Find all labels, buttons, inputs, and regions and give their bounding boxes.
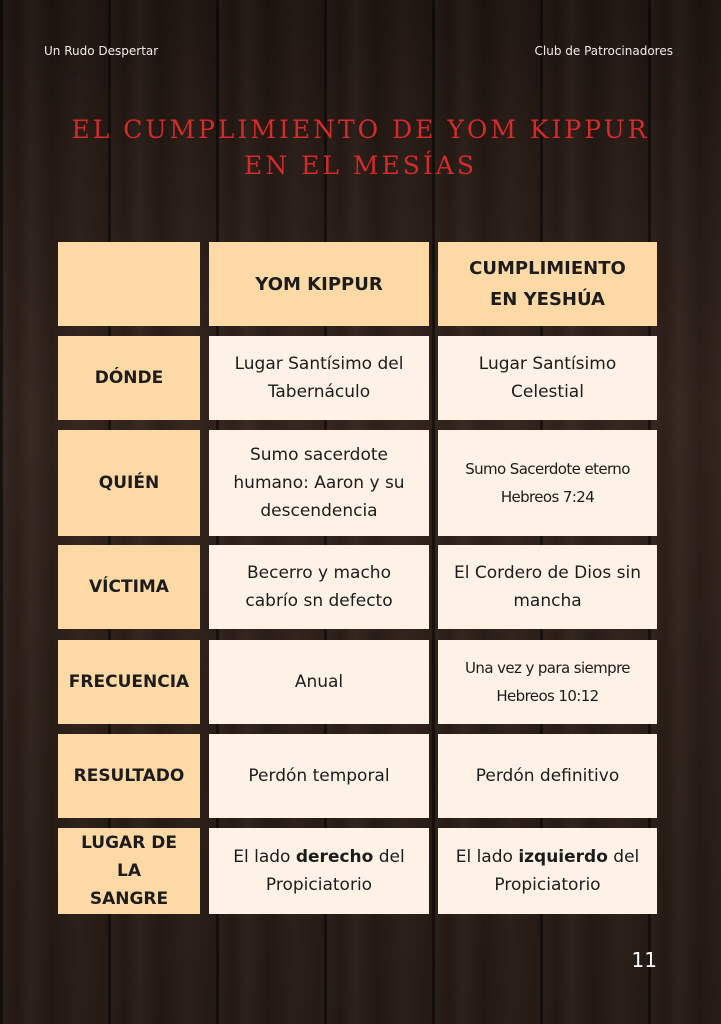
cell-lugar-yom-kippur-bold: derecho [295,847,374,867]
table-corner-cell [58,242,200,326]
row-label-quien: QUIÉN [58,430,200,536]
cell-victima-fulfillment: El Cordero de Dios sin mancha [438,545,657,629]
column-header-fulfillment [438,242,657,326]
cell-resultado-fulfillment: Perdón definitivo [438,734,657,818]
cell-lugar-fulfillment-text [448,843,647,899]
cell-victima-yom-kippur [209,545,429,629]
page-title-line-1: EL CUMPLIMIENTO DE YOM KIPPUR [71,115,650,144]
cell-resultado-yom-kippur: Perdón temporal [209,734,429,818]
column-header-yom-kippur: YOM KIPPUR [209,242,429,326]
cell-lugar-fulfillment-after: del Propiciatorio [494,847,640,895]
cell-lugar-fulfillment [438,828,657,914]
cell-quien-fulfillment: Sumo Sacerdote eterno Hebreos 7:24 [438,430,657,536]
cell-donde-fulfillment [438,336,657,420]
cell-frecuencia-yom-kippur: Anual [209,640,429,724]
cell-lugar-yom-kippur [209,828,429,914]
page-title [0,112,721,184]
header-club-name: Club de Patrocinadores [534,44,673,58]
row-label-victima: VÍCTIMA [58,545,200,629]
chapter-label: CAPITULO [56,66,122,79]
row-label-donde: DÓNDE [58,336,200,420]
row-label-frecuencia: FRECUENCIA [58,640,200,724]
row-label-lugar-de-la-sangre-text: LUGAR DE LA SANGRE [81,833,177,909]
cell-frecuencia-fulfillment: Una vez y para siempre Hebreos 10:12 [438,640,657,724]
page-number: 11 [631,948,657,972]
page-title-line-2: EN EL MESÍAS [244,151,477,180]
cell-victima-yom-kippur-text: Becerro y macho cabrío sn defecto [245,563,393,611]
cell-quien-yom-kippur: Sumo sacerdote humano: Aaron y su descendencia [209,430,429,536]
cell-lugar-yom-kippur-before: El lado [233,847,296,867]
cell-donde-fulfillment-text: Lugar Santísimo Celestial [478,354,617,402]
row-label-lugar-de-la-sangre [58,828,200,914]
cell-lugar-fulfillment-before: El lado [455,847,519,867]
row-label-resultado: RESULTADO [58,734,200,818]
column-header-fulfillment-text: CUMPLIMIENTO EN YESHÚA [469,258,626,310]
cell-lugar-yom-kippur-text [219,843,419,899]
cell-lugar-yom-kippur-after: del Propiciatorio [265,847,405,895]
cell-donde-yom-kippur: Lugar Santísimo del Tabernáculo [209,336,429,420]
header-book-title: Un Rudo Despertar [44,44,159,58]
cell-lugar-fulfillment-bold: izquierdo [518,847,608,867]
